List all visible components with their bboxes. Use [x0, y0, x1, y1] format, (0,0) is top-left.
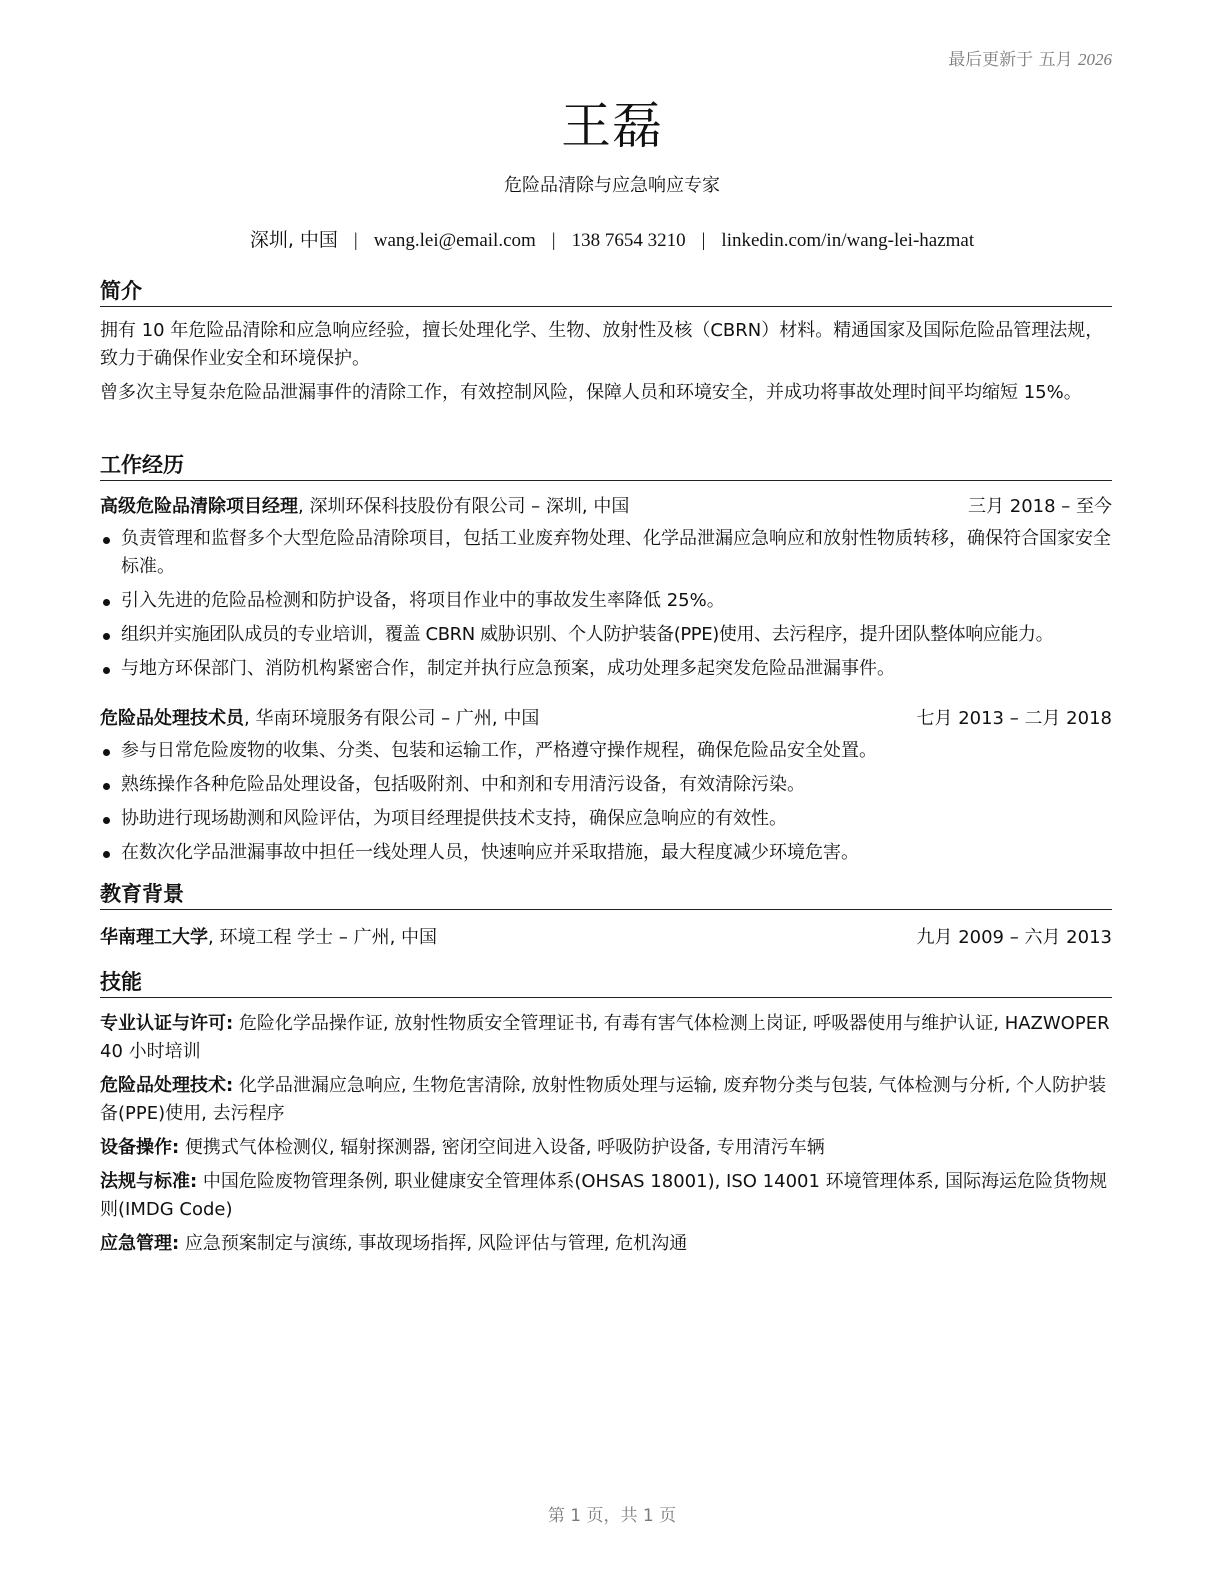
- contact-location: 深圳, 中国: [249, 229, 338, 251]
- skill-value: 便携式气体检测仪, 辐射探测器, 密闭空间进入设备, 呼吸防护设备, 专用清污车辆: [179, 1137, 825, 1158]
- job-role: 高级危险品清除项目经理: [100, 496, 298, 517]
- contact-phone: 138 7654 3210: [571, 230, 686, 251]
- job-org: , 深圳环保科技股份有限公司 – 深圳, 中国: [298, 496, 630, 517]
- job-org: , 华南环境服务有限公司 – 广州, 中国: [244, 708, 540, 729]
- job-role: 危险品处理技术员: [100, 708, 244, 729]
- education-school: 华南理工大学: [100, 927, 208, 948]
- skills-section: [100, 969, 1112, 1258]
- job-dates: 三月 2018 – 至今: [968, 496, 1112, 517]
- summary-title: 简介: [100, 278, 1112, 307]
- resume-name: 王磊: [561, 97, 663, 155]
- job-bullet: 熟练操作各种危险品处理设备，包括吸附剂、中和剂和专用清污设备，有效清除污染。: [100, 771, 1112, 799]
- skill-value: 中国危险废物管理条例, 职业健康安全管理体系(OHSAS 18001), ISO 14001 环境管理体系, 国际海运危险货物规则(IMDG Code): [100, 1171, 1108, 1220]
- education-detail: , 环境工程 学士 – 广州, 中国: [208, 927, 438, 948]
- education-dates: 九月 2009 – 六月 2013: [916, 927, 1112, 948]
- skill-value: 应急预案制定与演练, 事故现场指挥, 风险评估与管理, 危机沟通: [179, 1233, 688, 1254]
- skill-row: [100, 1134, 1112, 1162]
- skill-label: 专业认证与许可:: [100, 1013, 234, 1034]
- contact-separator: |: [701, 230, 706, 251]
- job-bullet: 组织并实施团队成员的专业培训，覆盖 CBRN 威胁识别、个人防护装备(PPE)使用、去污程序，提升团队整体响应能力。: [100, 621, 1112, 649]
- job-bullet: 负责管理和监督多个大型危险品清除项目，包括工业废弃物处理、化学品泄漏应急响应和放射性物质转移，确保符合国家安全标准。: [100, 525, 1112, 581]
- page-footer: 第 1 页，共 1 页: [547, 1506, 677, 1526]
- experience-title: 工作经历: [100, 452, 1112, 481]
- job-bullet: 引入先进的危险品检测和防护设备，将项目作业中的事故发生率降低 25%。: [100, 587, 1112, 615]
- contact-linkedin[interactable]: linkedin.com/in/wang-lei-hazmat: [721, 230, 975, 251]
- summary-paragraph: 拥有 10 年危险品清除和应急响应经验，擅长处理化学、生物、放射性及核（CBRN）材料。精通国家及国际危险品管理法规，致力于确保作业安全和环境保护。: [100, 320, 1104, 369]
- contact-line: [0, 225, 1224, 252]
- skill-label: 设备操作:: [100, 1137, 180, 1158]
- job-bullet: 协助进行现场勘测和风险评估，为项目经理提供技术支持，确保应急响应的有效性。: [100, 805, 1112, 833]
- skill-label: 法规与标准:: [100, 1171, 198, 1192]
- contact-email[interactable]: wang.lei@email.com: [373, 230, 536, 251]
- summary-section: [100, 278, 1112, 407]
- job-bullet: 在数次化学品泄漏事故中担任一线处理人员，快速响应并采取措施，最大程度减少环境危害。: [100, 839, 1112, 867]
- resume-headline: 危险品清除与应急响应专家: [504, 175, 720, 196]
- job-heading: [100, 705, 1112, 733]
- education-title: 教育背景: [100, 881, 1112, 910]
- summary-paragraph: 曾多次主导复杂危险品泄漏事件的清除工作，有效控制风险，保障人员和环境安全，并成功将事故处理时间平均缩短 15%。: [100, 382, 1082, 403]
- skill-value: 危险化学品操作证, 放射性物质安全管理证书, 有毒有害气体检测上岗证, 呼吸器使用与维护认证, HAZWOPER 40 小时培训: [100, 1013, 1110, 1062]
- job-dates: 七月 2013 – 二月 2018: [916, 708, 1112, 729]
- skill-row: [100, 1072, 1112, 1128]
- job-bullets: [100, 737, 1112, 867]
- education-section: [100, 881, 1112, 952]
- last-updated-year: 2026: [1078, 50, 1112, 69]
- experience-section: [100, 452, 1112, 867]
- skill-label: 应急管理:: [100, 1233, 180, 1254]
- job-bullet: 参与日常危险废物的收集、分类、包装和运输工作，严格遵守操作规程，确保危险品安全处置。: [100, 737, 1112, 765]
- skill-row: [100, 1230, 1112, 1258]
- skill-row: [100, 1168, 1112, 1224]
- last-updated-label: 最后更新于 五月: [948, 50, 1073, 70]
- job-bullets: [100, 525, 1112, 683]
- education-entry: [100, 924, 1112, 952]
- skill-value: 化学品泄漏应急响应, 生物危害清除, 放射性物质处理与运输, 废弃物分类与包装, 气体检测与分析, 个人防护装备(PPE)使用, 去污程序: [100, 1075, 1107, 1124]
- job-bullet: 与地方环保部门、消防机构紧密合作，制定并执行应急预案，成功处理多起突发危险品泄漏事件。: [100, 655, 1112, 683]
- skills-title: 技能: [100, 969, 1112, 998]
- job-heading: [100, 493, 1112, 521]
- skill-row: [100, 1010, 1112, 1066]
- last-updated: [948, 45, 1112, 70]
- contact-separator: |: [551, 230, 556, 251]
- contact-separator: |: [353, 230, 358, 251]
- skill-label: 危险品处理技术:: [100, 1075, 234, 1096]
